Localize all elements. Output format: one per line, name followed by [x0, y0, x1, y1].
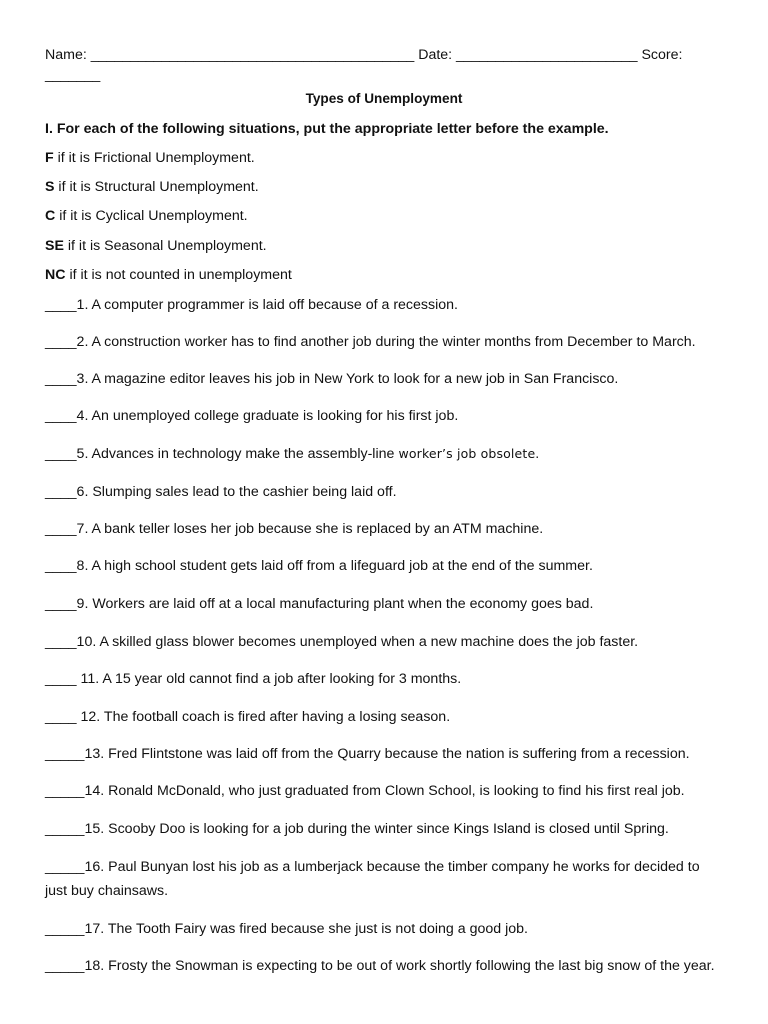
question-item: _____14. Ronald McDonald, who just graduated from Clown School, is looking to find his first real job. [45, 783, 685, 799]
question-item: ____ 11. A 15 year old cannot find a job after looking for 3 months. [45, 671, 462, 687]
code-description: if it is Cyclical Unemployment. [55, 208, 248, 224]
header-line [45, 45, 725, 65]
score-line [45, 65, 100, 85]
question-item: _____16. Paul Bunyan lost his job as a lumberjack because the timber company he works for decided to just buy chainsaws. [45, 859, 700, 899]
page-title: Types of Unemployment [305, 91, 463, 106]
question-item: ____2. A construction worker has to find another job during the winter months from December to March. [45, 334, 696, 350]
question-item: ____6. Slumping sales lead to the cashier being laid off. [45, 484, 397, 500]
score-label: Score: [637, 47, 683, 63]
date-blank[interactable]: _______________________ [456, 47, 638, 63]
question-item: ____10. A skilled glass blower becomes unemployed when a new machine does the job faster. [45, 634, 639, 650]
question-item: ____ 12. The football coach is fired after having a losing season. [45, 709, 451, 725]
code-structural [45, 179, 259, 195]
code-cyclical [45, 208, 248, 224]
code-description: if it is Seasonal Unemployment. [63, 238, 267, 254]
code-letter: C [45, 208, 56, 224]
code-letter: NC [45, 267, 66, 283]
question-item: ____1. A computer programmer is laid off because of a recession. [45, 297, 458, 313]
question-item [45, 442, 725, 466]
date-label: Date: [414, 47, 457, 63]
code-not-counted [45, 267, 292, 283]
code-letter: F [45, 150, 54, 166]
question-item: ____9. Workers are laid off at a local manufacturing plant when the economy goes bad. [45, 596, 594, 612]
question-item: ____3. A magazine editor leaves his job in New York to look for a new job in San Francisco. [45, 371, 619, 387]
code-frictional [45, 150, 255, 166]
code-seasonal [45, 238, 267, 254]
code-description: if it is Frictional Unemployment. [53, 150, 255, 166]
code-description: if it is not counted in unemployment [65, 267, 292, 283]
code-letter: SE [45, 238, 64, 254]
name-blank[interactable]: _________________________________________ [90, 47, 415, 63]
question-item: ____8. A high school student gets laid off from a lifeguard job at the end of the summer. [45, 558, 593, 574]
code-description: if it is Structural Unemployment. [54, 179, 259, 195]
question-item: _____18. Frosty the Snowman is expecting to be out of work shortly following the last big snow of the year. [45, 958, 715, 974]
instruction-text: I. For each of the following situations, put the appropriate letter before the example. [45, 121, 609, 137]
name-label: Name: [45, 47, 91, 63]
code-letter: S [45, 179, 55, 195]
question-item: ____4. An unemployed college graduate is looking for his first job. [45, 408, 459, 424]
question-item: _____15. Scooby Doo is looking for a job during the winter since Kings Island is closed until Spring. [45, 821, 669, 837]
question-text-tail: worker’s job obsolete. [394, 446, 540, 461]
question-item: _____17. The Tooth Fairy was fired because she just is not doing a good job. [45, 921, 528, 937]
question-item: _____13. Fred Flintstone was laid off from the Quarry because the nation is suffering from a recession. [45, 746, 690, 762]
question-text: ____5. Advances in technology make the assembly-line [45, 446, 395, 462]
question-item: ____7. A bank teller loses her job because she is replaced by an ATM machine. [45, 521, 544, 537]
score-blank[interactable]: _______ [45, 67, 101, 83]
